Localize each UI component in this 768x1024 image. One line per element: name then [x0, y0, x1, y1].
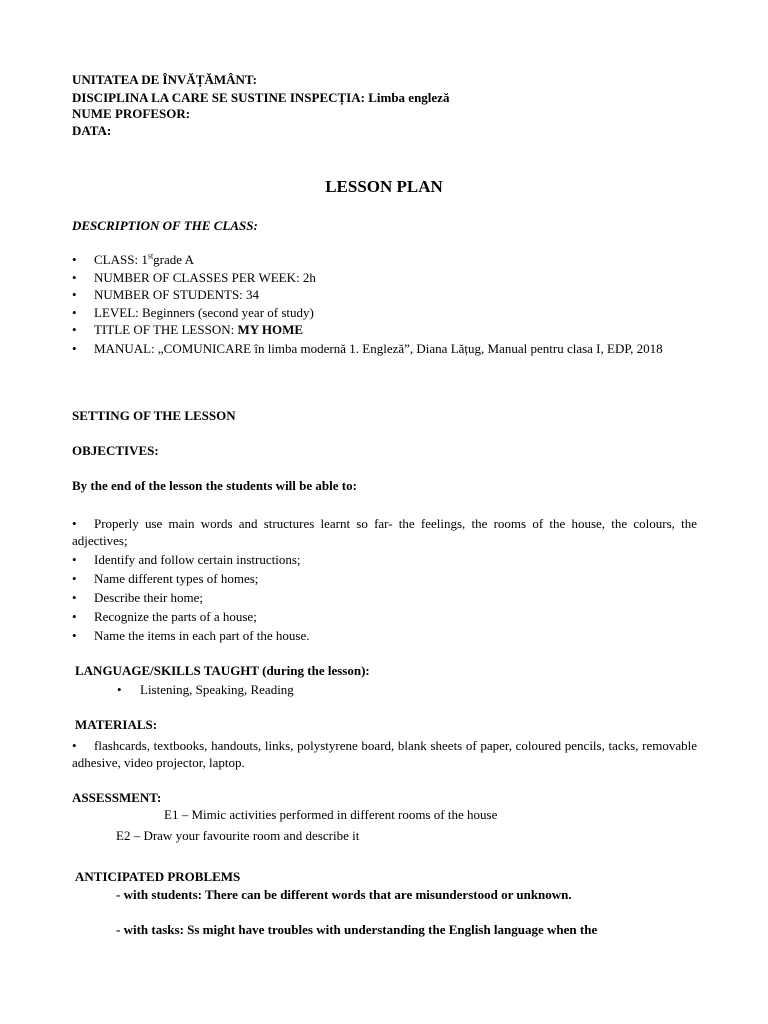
bullet-icon: • [72, 270, 77, 285]
language-item: Listening, Speaking, Reading [140, 682, 294, 697]
assessment-heading: ASSESSMENT: [72, 790, 162, 805]
bullet-icon: • [117, 682, 122, 697]
class-suffix: grade A [153, 252, 194, 267]
objective-item: Identify and follow certain instructions; [94, 552, 301, 567]
lesson-title-label: TITLE OF THE LESSON: [94, 322, 235, 337]
assessment-e1: E1 – Mimic activities performed in different rooms of the house [164, 807, 498, 822]
problems-tasks: - with tasks: Ss might have troubles with understanding the English language when the [116, 922, 598, 937]
bullet-icon: • [72, 252, 77, 267]
class-sup: st [147, 251, 154, 261]
level: LEVEL: Beginners (second year of study) [94, 305, 314, 320]
objectives-intro: By the end of the lesson the students will be able to: [72, 478, 357, 493]
language-heading: LANGUAGE/SKILLS TAUGHT (during the lesson): [75, 663, 370, 678]
page-title: LESSON PLAN [325, 177, 443, 196]
materials-text: flashcards, textbooks, handouts, links, polystyrene board, blank sheets of paper, coloured pencils, tacks, removable adhesive, video projector, laptop. [72, 738, 697, 770]
problems-heading: ANTICIPATED PROBLEMS [75, 869, 241, 884]
subject-line [72, 90, 449, 106]
objective-text: Properly use main words and structures learnt so far- the feelings, the rooms of the house, the colours, the adjectives; [72, 516, 697, 548]
objective-item: Name the items in each part of the house. [94, 628, 310, 643]
subject-value: Limba engleză [368, 90, 450, 105]
bullet-icon: • [72, 571, 77, 586]
bullet-icon: • [72, 738, 77, 753]
number-of-students: NUMBER OF STUDENTS: 34 [94, 287, 260, 302]
date-label: DATA: [72, 123, 112, 138]
bullet-icon: • [72, 516, 77, 531]
class-line [94, 252, 194, 268]
objectives-heading: OBJECTIVES: [72, 443, 159, 458]
school-unit-label: UNITATEA DE ÎNVĂȚĂMÂNT: [72, 72, 257, 87]
materials-heading: MATERIALS: [75, 717, 158, 732]
class-prefix: CLASS: 1 [94, 252, 148, 267]
bullet-icon: • [72, 287, 77, 302]
problems-students: - with students: There can be different words that are misunderstood or unknown. [116, 887, 572, 902]
objective-item: Describe their home; [94, 590, 204, 605]
bullet-icon: • [72, 609, 77, 624]
bullet-icon: • [72, 628, 77, 643]
objective-item: Name different types of homes; [94, 571, 259, 586]
manual-text: MANUAL: „COMUNICARE în limba modernă 1. Engleză”, Diana Lățug, Manual pentru clasa I, EDP, 2018 [94, 341, 663, 356]
bullet-icon: • [72, 341, 77, 356]
bullet-icon: • [72, 590, 77, 605]
assessment-e2: E2 – Draw your favourite room and describe it [116, 828, 360, 843]
objective-item: Recognize the parts of a house; [94, 609, 257, 624]
bullet-icon: • [72, 305, 77, 320]
bullet-icon: • [72, 552, 77, 567]
setting-heading: SETTING OF THE LESSON [72, 408, 236, 423]
description-heading: DESCRIPTION OF THE CLASS: [72, 218, 258, 233]
manual-line [72, 340, 697, 357]
materials-line [72, 737, 697, 771]
lesson-title-value: MY HOME [237, 322, 304, 337]
subject-label: DISCIPLINA LA CARE SE SUSTINE INSPECȚIA: [72, 90, 365, 105]
lesson-title-line [94, 322, 303, 338]
teacher-name-label: NUME PROFESOR: [72, 106, 191, 121]
objective-item [72, 515, 697, 549]
classes-per-week: NUMBER OF CLASSES PER WEEK: 2h [94, 270, 316, 285]
bullet-icon: • [72, 322, 77, 337]
